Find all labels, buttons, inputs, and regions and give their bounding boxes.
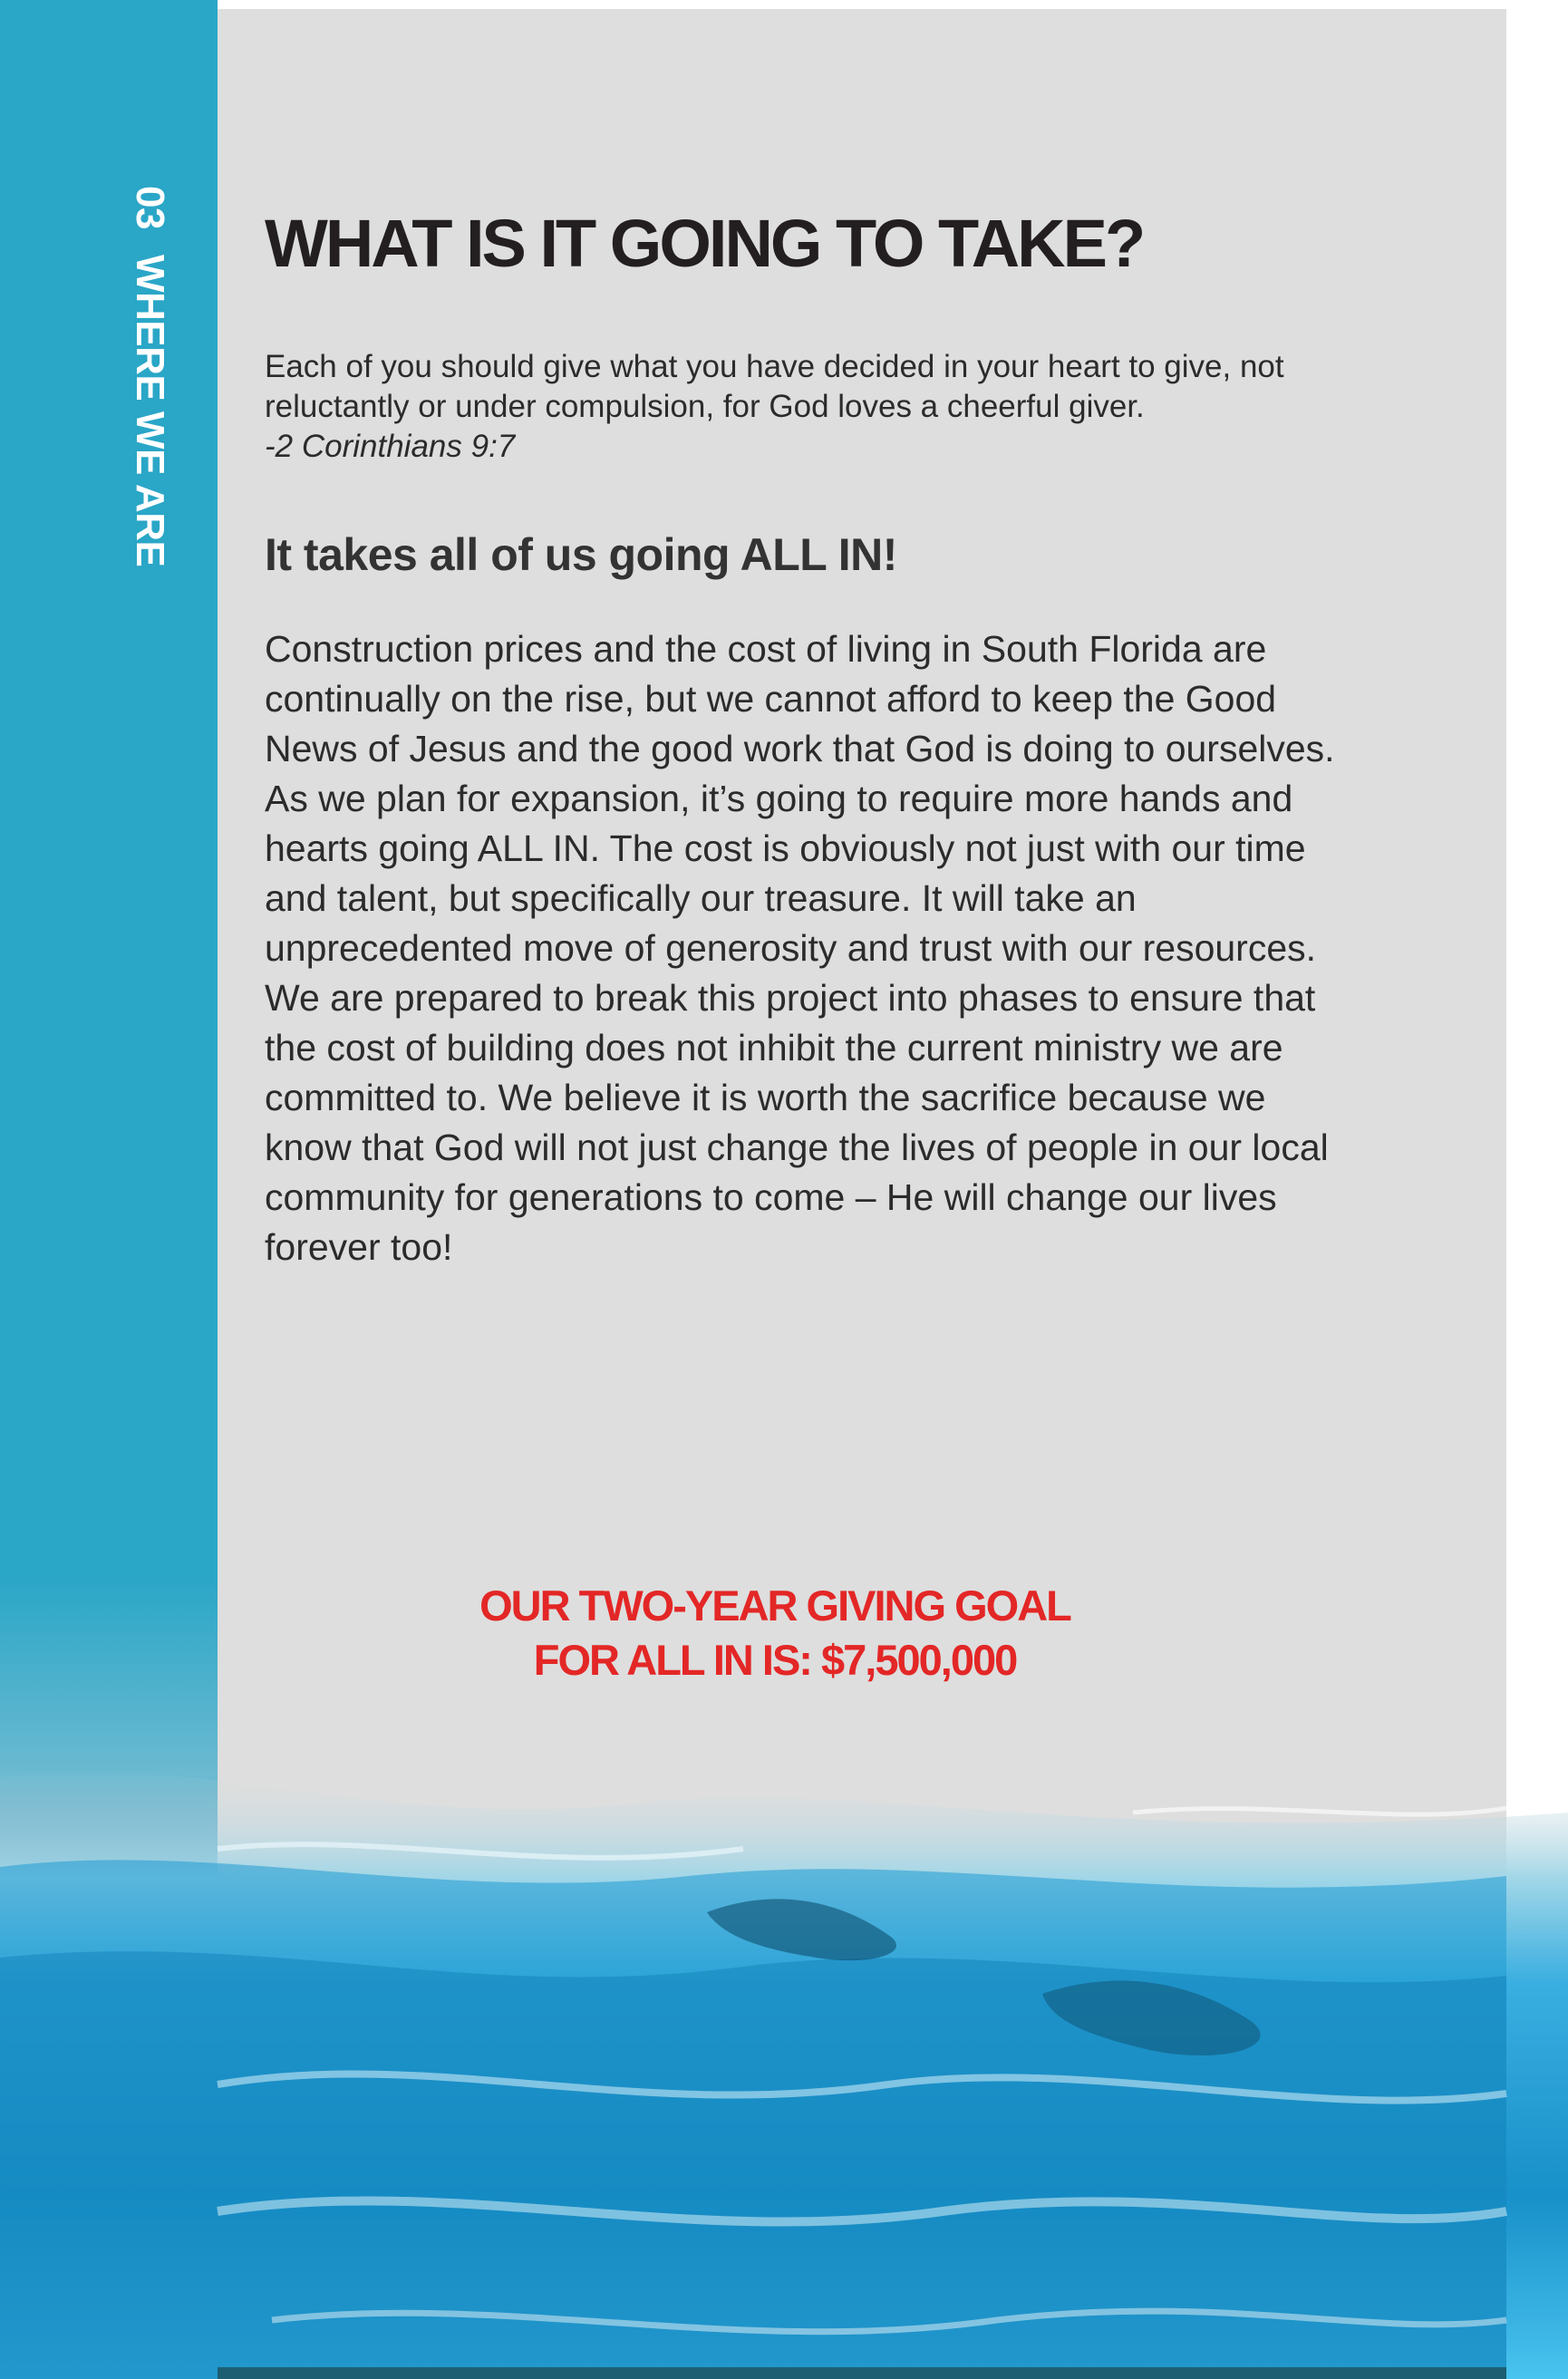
bottom-strip — [218, 2367, 1506, 2379]
subheading: It takes all of us going ALL IN! — [265, 528, 897, 580]
verse-text: Each of you should give what you have decided in your heart to give, not reluctantly or under compulsion, for God loves a cheerful giver. — [265, 348, 1284, 424]
water-image — [0, 1577, 1568, 2379]
page-title: WHAT IS IT GOING TO TAKE? — [265, 206, 1144, 281]
verse-reference: -2 Corinthians 9:7 — [265, 428, 516, 464]
body-paragraph: Construction prices and the cost of living in South Florida are continually on the rise, but we cannot afford to keep the Good News of Jesus and the good work that God is doing to ourselves. As we plan for expansion, it’s going to require more hands and hearts going ALL IN. The cost is obviously not just with our time and talent, but specifically our treasure. It will take an unprecedented move of generosity and trust with our resources. We are prepared to break this project into phases to ensure that the cost of building does not inhibit the current ministry we are committed to. We believe it is worth the sacrifice because we know that God will not just change the lives of people in our local community for generations to come – He will change our lives forever too! — [265, 627, 1335, 1268]
section-title: WHERE WE ARE — [128, 254, 172, 567]
main-content — [265, 208, 1352, 1272]
goal-line-2: FOR ALL IN IS: $7,500,000 — [533, 1636, 1017, 1684]
section-number: 03 — [128, 186, 172, 229]
section-label — [127, 186, 172, 566]
scripture-quote — [265, 347, 1352, 467]
giving-goal — [263, 1579, 1287, 1688]
goal-line-1: OUR TWO-YEAR GIVING GOAL — [479, 1581, 1070, 1630]
